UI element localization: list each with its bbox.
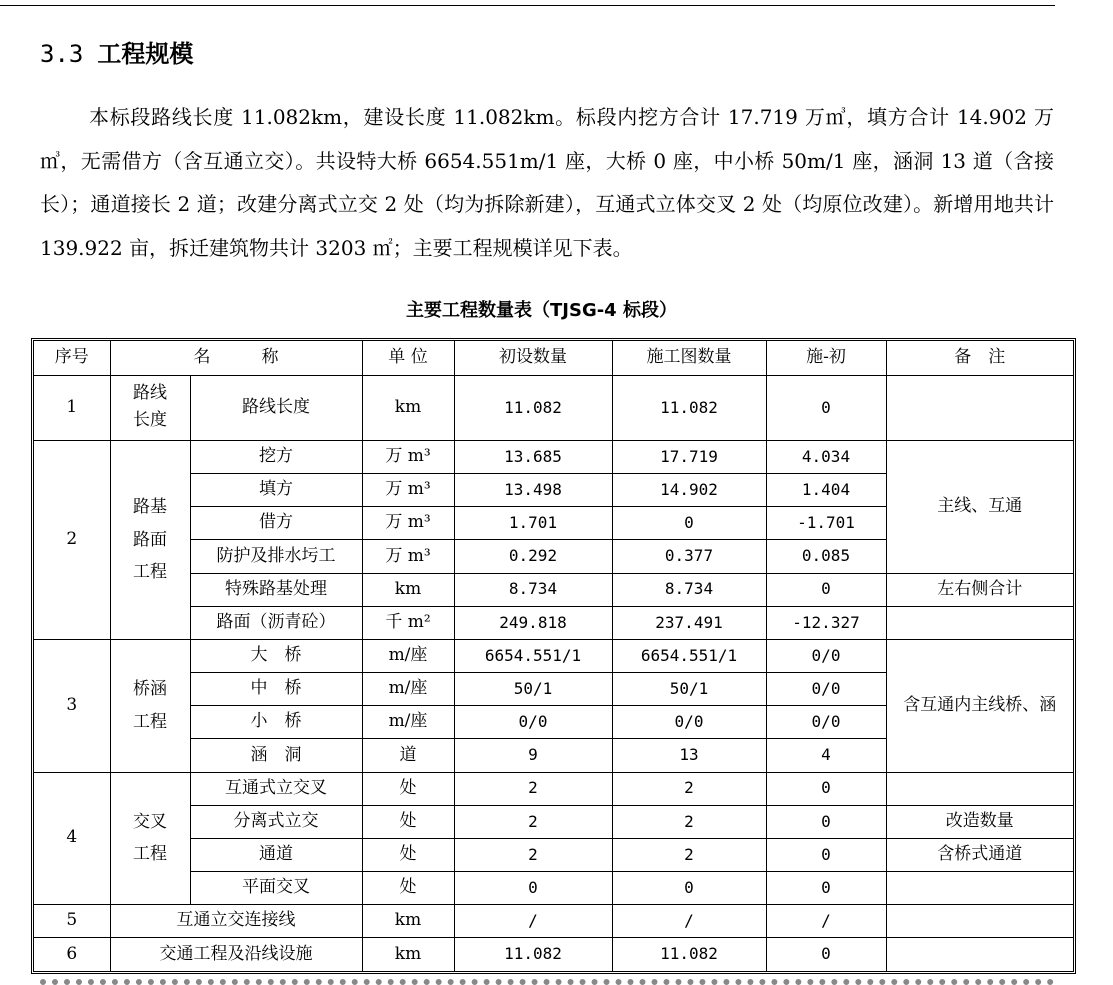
row-initial: 50/1 <box>454 673 612 706</box>
row-unit: 处 <box>362 772 454 805</box>
section-heading <box>40 34 193 69</box>
table-row <box>34 573 1073 606</box>
row-item: 挖方 <box>190 440 362 473</box>
row-remark <box>886 375 1073 440</box>
row-diff: -12.327 <box>766 606 886 639</box>
header-rule <box>0 5 1055 6</box>
row-construction: 17.719 <box>612 440 766 473</box>
row-unit: m/座 <box>362 706 454 739</box>
row-item: 通道 <box>190 838 362 871</box>
row-item: 路面（沥青砼） <box>190 606 362 639</box>
table-row <box>34 606 1073 639</box>
header-index: 序号 <box>34 341 110 375</box>
row-initial: 2 <box>454 772 612 805</box>
body-paragraph: 本标段路线长度 11.082km，建设长度 11.082km。标段内挖方合计 17.719 万㎥，填方合计 14.902 万㎥，无需借方（含互通立交）。共设特大桥 6654.551m/1 座，大桥 0 座，中小桥 50m/1 座，涵洞 13 道（含接长）；通道接长 2 道；改建分离式立交 2 处（均为拆除新建），互通式立体交叉 2 处（均原位改建）。新增用地共计 139.922 亩，拆迁建筑物共计 3203 ㎡；主要工程规模详见下表。 <box>40 105 1054 260</box>
row-unit: 万 m³ <box>362 474 454 507</box>
row-initial: 2 <box>454 805 612 838</box>
row-unit: 处 <box>362 805 454 838</box>
row-initial: 0.292 <box>454 540 612 573</box>
row-construction: 237.491 <box>612 606 766 639</box>
row-initial: 0/0 <box>454 706 612 739</box>
row-initial: 11.082 <box>454 938 612 971</box>
row-unit: 千 m² <box>362 606 454 639</box>
row-initial: 13.685 <box>454 440 612 473</box>
row-diff: -1.701 <box>766 507 886 540</box>
row-remark: 主线、互通 <box>886 440 1073 573</box>
row-construction: 0.377 <box>612 540 766 573</box>
row-diff: 0.085 <box>766 540 886 573</box>
row-initial: 249.818 <box>454 606 612 639</box>
row-diff: 0/0 <box>766 673 886 706</box>
row-item: 大 桥 <box>190 639 362 672</box>
row-initial: 1.701 <box>454 507 612 540</box>
table-row <box>34 805 1073 838</box>
row-initial: 11.082 <box>454 375 612 440</box>
row-construction: 11.082 <box>612 375 766 440</box>
row-remark <box>886 938 1073 971</box>
row-item: 防护及排水圬工 <box>190 540 362 573</box>
table-row <box>34 772 1073 805</box>
row-initial: 9 <box>454 739 612 772</box>
header-diff: 施-初 <box>766 341 886 375</box>
row-index: 3 <box>34 639 110 772</box>
section-number: 3.3 <box>40 40 84 68</box>
row-diff: 0 <box>766 838 886 871</box>
row-unit: 万 m³ <box>362 507 454 540</box>
row-item: 借方 <box>190 507 362 540</box>
row-item: 小 桥 <box>190 706 362 739</box>
row-remark: 含桥式通道 <box>886 838 1073 871</box>
table-title: 主要工程数量表（TJSG-4 标段） <box>406 300 677 321</box>
row-construction: 11.082 <box>612 938 766 971</box>
row-index: 4 <box>34 772 110 905</box>
row-index: 1 <box>34 375 110 440</box>
row-unit: 万 m³ <box>362 440 454 473</box>
row-initial: 2 <box>454 838 612 871</box>
row-unit: m/座 <box>362 673 454 706</box>
row-index: 6 <box>34 938 110 971</box>
row-category: 交通工程及沿线设施 <box>110 938 362 971</box>
table-row <box>34 838 1073 871</box>
table-row <box>34 938 1073 971</box>
row-remark <box>886 871 1073 904</box>
row-construction: 13 <box>612 739 766 772</box>
row-remark: 左右侧合计 <box>886 573 1073 606</box>
table-row <box>34 871 1073 904</box>
quantities-table <box>31 338 1076 974</box>
row-construction: 0/0 <box>612 706 766 739</box>
cut-off-next-line <box>40 978 1054 985</box>
row-construction: 14.902 <box>612 474 766 507</box>
row-remark <box>886 905 1073 938</box>
row-diff: 4.034 <box>766 440 886 473</box>
row-unit: km <box>362 375 454 440</box>
row-unit: 道 <box>362 739 454 772</box>
row-construction: / <box>612 905 766 938</box>
row-construction: 6654.551/1 <box>612 639 766 672</box>
row-diff: 0 <box>766 871 886 904</box>
row-category: 桥涵工程 <box>110 639 190 772</box>
row-item: 中 桥 <box>190 673 362 706</box>
row-unit: 处 <box>362 871 454 904</box>
row-initial: 13.498 <box>454 474 612 507</box>
row-initial: 6654.551/1 <box>454 639 612 672</box>
row-category: 路线长度 <box>110 375 190 440</box>
row-diff: 4 <box>766 739 886 772</box>
row-unit: km <box>362 905 454 938</box>
row-remark: 含互通内主线桥、涵 <box>886 639 1073 772</box>
row-initial: 8.734 <box>454 573 612 606</box>
header-construction: 施工图数量 <box>612 341 766 375</box>
row-diff: 0/0 <box>766 706 886 739</box>
row-unit: km <box>362 938 454 971</box>
row-category: 路基路面工程 <box>110 440 190 639</box>
row-construction: 8.734 <box>612 573 766 606</box>
header-initial: 初设数量 <box>454 341 612 375</box>
row-construction: 2 <box>612 838 766 871</box>
table-row <box>34 639 1073 672</box>
row-construction: 0 <box>612 507 766 540</box>
row-unit: 万 m³ <box>362 540 454 573</box>
row-item: 路线长度 <box>190 375 362 440</box>
row-diff: 1.404 <box>766 474 886 507</box>
row-remark <box>886 772 1073 805</box>
table-row <box>34 440 1073 473</box>
row-diff: 0/0 <box>766 639 886 672</box>
row-construction: 2 <box>612 772 766 805</box>
table-row <box>34 375 1073 440</box>
row-item: 互通式立交叉 <box>190 772 362 805</box>
row-diff: 0 <box>766 375 886 440</box>
section-title: 工程规模 <box>97 39 194 68</box>
row-unit: m/座 <box>362 639 454 672</box>
row-unit: km <box>362 573 454 606</box>
header-name: 名 称 <box>110 341 362 375</box>
row-diff: / <box>766 905 886 938</box>
row-index: 2 <box>34 440 110 639</box>
header-unit: 单 位 <box>362 341 454 375</box>
row-construction: 0 <box>612 871 766 904</box>
row-initial: / <box>454 905 612 938</box>
header-remark: 备 注 <box>886 341 1073 375</box>
table-row <box>34 905 1073 938</box>
row-item: 平面交叉 <box>190 871 362 904</box>
row-item: 涵 洞 <box>190 739 362 772</box>
row-construction: 50/1 <box>612 673 766 706</box>
row-item: 填方 <box>190 474 362 507</box>
row-item: 分离式立交 <box>190 805 362 838</box>
row-category: 互通立交连接线 <box>110 905 362 938</box>
row-unit: 处 <box>362 838 454 871</box>
row-construction: 2 <box>612 805 766 838</box>
row-diff: 0 <box>766 805 886 838</box>
row-diff: 0 <box>766 772 886 805</box>
row-diff: 0 <box>766 573 886 606</box>
table-header-row <box>34 341 1073 375</box>
row-remark: 改造数量 <box>886 805 1073 838</box>
row-category: 交叉工程 <box>110 772 190 905</box>
row-diff: 0 <box>766 938 886 971</box>
row-remark <box>886 606 1073 639</box>
row-initial: 0 <box>454 871 612 904</box>
row-index: 5 <box>34 905 110 938</box>
row-item: 特殊路基处理 <box>190 573 362 606</box>
